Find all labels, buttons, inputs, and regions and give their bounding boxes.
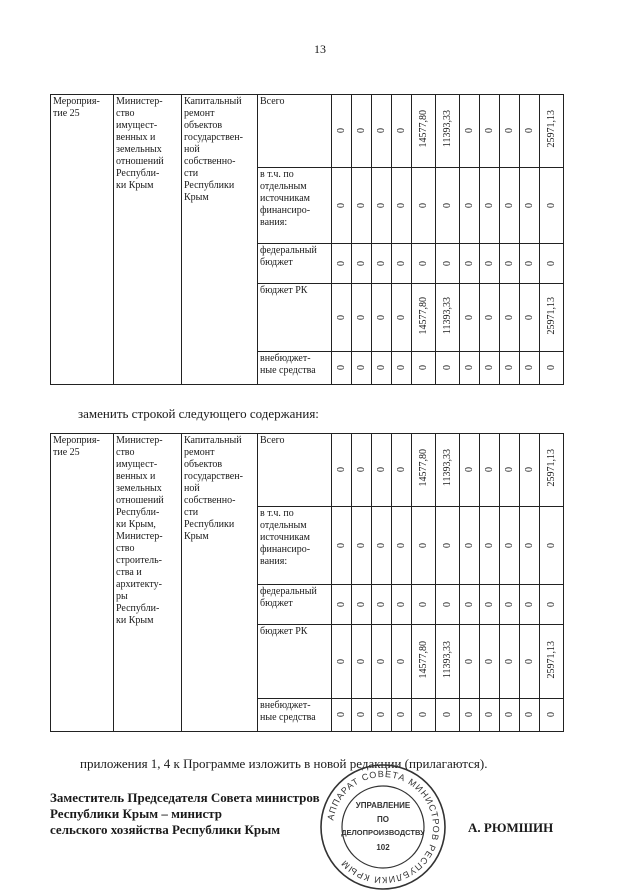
value-text: 0 <box>356 542 367 548</box>
event-cell: Мероприя- тие 25 <box>51 434 114 732</box>
value-text: 0 <box>524 658 535 664</box>
value-text: 0 <box>376 202 387 208</box>
value-text: 0 <box>484 128 495 133</box>
value-cell <box>372 284 392 352</box>
value-text: 0 <box>376 128 387 133</box>
stamp-line2: ПО <box>377 815 389 824</box>
value-text: 0 <box>396 128 407 133</box>
stamp-outer-text: АППАРАТ СОВЕТА МИНИСТРОВ РЕСПУБЛИКИ КРЫМ <box>325 768 442 886</box>
value-text: 0 <box>484 467 495 472</box>
office-stamp <box>318 762 448 892</box>
value-cell <box>540 585 564 625</box>
value-text: 25971,13 <box>546 110 557 148</box>
value-cell <box>540 699 564 732</box>
value-cell <box>480 352 500 385</box>
value-cell <box>372 168 392 244</box>
value-cell <box>352 699 372 732</box>
value-cell <box>460 434 480 507</box>
value-text: 25971,13 <box>546 640 557 679</box>
program-table-old <box>50 94 564 385</box>
value-text: 0 <box>504 542 515 548</box>
stamp-line1: УПРАВЛЕНИЕ <box>355 801 411 810</box>
value-text: 0 <box>504 601 515 607</box>
executor-cell: Министер- ство имущест- венных и земельных отношений Республи- ки Крым <box>114 95 182 385</box>
value-cell <box>412 168 436 244</box>
page-number: 13 <box>314 42 326 56</box>
value-text: 0 <box>464 601 475 607</box>
value-text: 0 <box>524 202 535 208</box>
value-cell <box>460 352 480 385</box>
value-cell <box>540 244 564 284</box>
value-text: 0 <box>464 365 475 370</box>
funding-source-label: бюджет РК <box>258 284 332 352</box>
value-cell <box>436 585 460 625</box>
value-cell <box>352 434 372 507</box>
value-cell <box>412 244 436 284</box>
value-cell <box>540 168 564 244</box>
value-text: 0 <box>418 712 429 717</box>
value-cell <box>436 352 460 385</box>
value-cell <box>412 699 436 732</box>
value-cell <box>392 699 412 732</box>
value-text: 0 <box>504 658 515 664</box>
value-text: 0 <box>524 467 535 472</box>
funding-source-label: федеральный бюджет <box>258 585 332 625</box>
value-cell <box>460 284 480 352</box>
value-text: 0 <box>442 202 453 208</box>
value-cell <box>392 284 412 352</box>
value-cell <box>436 168 460 244</box>
value-text: 0 <box>336 601 347 607</box>
value-text: 0 <box>356 365 367 370</box>
value-cell <box>460 95 480 168</box>
value-text: 0 <box>336 202 347 208</box>
value-cell <box>332 244 352 284</box>
value-text: 0 <box>418 601 429 607</box>
signatory-name: А. РЮМШИН <box>468 820 554 835</box>
value-text: 14577,80 <box>418 296 429 335</box>
value-cell <box>500 244 520 284</box>
value-text: 0 <box>524 712 535 717</box>
funding-source-label: Всего <box>258 434 332 507</box>
value-cell <box>480 625 500 699</box>
value-text: 0 <box>418 365 429 370</box>
value-text: 0 <box>464 712 475 717</box>
value-text: 0 <box>336 260 347 266</box>
table-row <box>51 434 564 507</box>
value-cell <box>352 168 372 244</box>
value-cell <box>332 352 352 385</box>
value-cell <box>372 352 392 385</box>
value-cell <box>392 95 412 168</box>
value-text: 0 <box>464 128 475 133</box>
value-text: 0 <box>356 658 367 664</box>
value-text: 0 <box>484 542 495 548</box>
value-cell <box>392 352 412 385</box>
value-text: 25971,13 <box>546 449 557 487</box>
value-text: 0 <box>418 260 429 266</box>
value-cell <box>460 168 480 244</box>
value-text: 0 <box>336 542 347 548</box>
value-cell <box>412 585 436 625</box>
value-text: 0 <box>396 712 407 717</box>
value-cell <box>460 699 480 732</box>
value-cell <box>480 699 500 732</box>
value-cell <box>520 284 540 352</box>
value-cell <box>332 284 352 352</box>
value-text: 0 <box>418 202 429 208</box>
value-cell <box>460 507 480 585</box>
value-text: 0 <box>356 202 367 208</box>
value-text: 0 <box>504 202 515 208</box>
value-cell <box>412 625 436 699</box>
value-cell <box>480 168 500 244</box>
value-text: 0 <box>376 658 387 664</box>
value-cell <box>352 625 372 699</box>
value-text: 11393,33 <box>442 110 453 148</box>
value-cell <box>332 507 352 585</box>
value-cell <box>480 585 500 625</box>
value-cell <box>480 95 500 168</box>
value-text: 0 <box>376 467 387 472</box>
value-cell <box>352 244 372 284</box>
value-cell <box>372 95 392 168</box>
value-text: 0 <box>464 542 475 548</box>
value-cell <box>540 507 564 585</box>
value-cell <box>372 699 392 732</box>
value-text: 0 <box>484 712 495 717</box>
value-text: 0 <box>504 314 515 320</box>
value-text: 0 <box>484 365 495 370</box>
funding-source-label: внебюджет- ные средства <box>258 699 332 732</box>
value-cell <box>540 95 564 168</box>
value-cell <box>500 168 520 244</box>
value-text: 0 <box>356 467 367 472</box>
value-cell <box>352 585 372 625</box>
value-text: 0 <box>484 658 495 664</box>
value-cell <box>500 507 520 585</box>
value-text: 0 <box>376 365 387 370</box>
value-cell <box>540 434 564 507</box>
value-cell <box>412 352 436 385</box>
value-cell <box>520 244 540 284</box>
value-cell <box>460 585 480 625</box>
value-text: 0 <box>418 542 429 548</box>
value-text: 0 <box>524 542 535 548</box>
value-text: 0 <box>504 712 515 717</box>
value-cell <box>520 352 540 385</box>
value-text: 0 <box>396 365 407 370</box>
value-cell <box>500 352 520 385</box>
value-text: 0 <box>356 260 367 266</box>
value-cell <box>520 507 540 585</box>
value-cell <box>372 585 392 625</box>
value-text: 0 <box>442 542 453 548</box>
value-text: 0 <box>546 712 557 717</box>
value-cell <box>480 434 500 507</box>
funding-source-label: Всего <box>258 95 332 168</box>
executor-cell: Министер- ство имущест- венных и земельных отношений Республи- ки Крым, Министер- ство строитель- ства и архитекту- ры Республи- ки Крым <box>114 434 182 732</box>
value-text: 0 <box>376 712 387 717</box>
value-cell <box>500 434 520 507</box>
value-text: 0 <box>546 365 557 370</box>
value-text: 0 <box>442 365 453 370</box>
value-cell <box>372 244 392 284</box>
value-text: 0 <box>504 260 515 266</box>
value-cell <box>332 168 352 244</box>
funding-source-label: бюджет РК <box>258 625 332 699</box>
value-cell <box>436 434 460 507</box>
value-text: 0 <box>484 202 495 208</box>
value-cell <box>500 699 520 732</box>
value-text: 0 <box>504 128 515 133</box>
value-text: 0 <box>484 260 495 266</box>
activity-name-cell: Капитальный ремонт объектов государствен- ной собственно- сти Республики Крым <box>182 95 258 385</box>
value-cell <box>412 284 436 352</box>
funding-source-label: в т.ч. по отдельным источникам финансиро- вания: <box>258 168 332 244</box>
value-text: 25971,13 <box>546 296 557 335</box>
value-cell <box>392 244 412 284</box>
value-text: 11393,33 <box>442 640 453 679</box>
value-text: 0 <box>376 601 387 607</box>
value-cell <box>436 507 460 585</box>
value-cell <box>412 95 436 168</box>
value-text: 0 <box>396 314 407 320</box>
signatory-position: Заместитель Председателя Совета министров Республики Крым – министр сельского хозяйства Республики Крым <box>50 790 320 837</box>
program-table-new <box>50 433 564 732</box>
value-text: 0 <box>504 467 515 472</box>
value-cell <box>460 244 480 284</box>
value-cell <box>480 507 500 585</box>
value-text: 0 <box>546 260 557 266</box>
value-cell <box>332 95 352 168</box>
value-text: 0 <box>546 542 557 548</box>
value-cell <box>460 625 480 699</box>
value-cell <box>520 699 540 732</box>
value-text: 0 <box>396 601 407 607</box>
value-cell <box>436 625 460 699</box>
value-text: 0 <box>336 658 347 664</box>
value-text: 0 <box>546 601 557 607</box>
value-cell <box>352 95 372 168</box>
value-text: 0 <box>464 202 475 208</box>
value-cell <box>520 585 540 625</box>
funding-source-label: в т.ч. по отдельным источникам финансиро- вания: <box>258 507 332 585</box>
value-cell <box>352 507 372 585</box>
value-cell <box>520 434 540 507</box>
value-text: 0 <box>336 128 347 133</box>
value-cell <box>412 434 436 507</box>
value-cell <box>392 585 412 625</box>
value-cell <box>352 352 372 385</box>
value-cell <box>500 95 520 168</box>
value-text: 14577,80 <box>418 640 429 679</box>
value-text: 0 <box>356 601 367 607</box>
funding-source-label: внебюджет- ные средства <box>258 352 332 385</box>
value-text: 0 <box>484 314 495 320</box>
value-text: 0 <box>396 542 407 548</box>
value-cell <box>436 699 460 732</box>
value-text: 0 <box>546 202 557 208</box>
value-cell <box>500 284 520 352</box>
value-cell <box>500 585 520 625</box>
table-row <box>51 95 564 168</box>
value-text: 0 <box>396 467 407 472</box>
value-cell <box>520 168 540 244</box>
value-cell <box>540 284 564 352</box>
replace-instruction: заменить строкой следующего содержания: <box>78 406 319 421</box>
value-text: 0 <box>524 365 535 370</box>
value-cell <box>480 244 500 284</box>
stamp-line4: 102 <box>376 843 390 852</box>
value-cell <box>332 434 352 507</box>
value-cell <box>520 625 540 699</box>
value-cell <box>392 168 412 244</box>
value-text: 0 <box>442 601 453 607</box>
value-cell <box>392 625 412 699</box>
value-text: 0 <box>376 314 387 320</box>
value-cell <box>392 507 412 585</box>
value-text: 0 <box>336 314 347 320</box>
activity-name-cell: Капитальный ремонт объектов государствен- ной собственно- сти Республики Крым <box>182 434 258 732</box>
value-text: 0 <box>464 467 475 472</box>
value-text: 0 <box>504 365 515 370</box>
value-cell <box>332 699 352 732</box>
value-text: 0 <box>356 128 367 133</box>
value-text: 0 <box>396 260 407 266</box>
value-text: 11393,33 <box>442 449 453 487</box>
value-cell <box>392 434 412 507</box>
value-cell <box>372 434 392 507</box>
value-cell <box>332 625 352 699</box>
value-text: 0 <box>464 260 475 266</box>
value-cell <box>372 507 392 585</box>
value-text: 0 <box>336 365 347 370</box>
value-cell <box>332 585 352 625</box>
value-text: 0 <box>484 601 495 607</box>
appendix-instruction: приложения 1, 4 к Программе изложить в новой редакции (прилагаются). <box>80 756 488 771</box>
event-cell: Мероприя- тие 25 <box>51 95 114 385</box>
funding-source-label: федеральный бюджет <box>258 244 332 284</box>
value-text: 0 <box>376 542 387 548</box>
value-text: 0 <box>464 314 475 320</box>
value-text: 0 <box>376 260 387 266</box>
value-text: 0 <box>442 712 453 717</box>
value-text: 14577,80 <box>418 449 429 487</box>
value-text: 0 <box>336 467 347 472</box>
value-text: 0 <box>356 314 367 320</box>
value-text: 0 <box>524 314 535 320</box>
value-cell <box>500 625 520 699</box>
value-text: 0 <box>442 260 453 266</box>
value-cell <box>436 95 460 168</box>
value-cell <box>352 284 372 352</box>
value-text: 0 <box>396 658 407 664</box>
value-text: 0 <box>356 712 367 717</box>
value-cell <box>372 625 392 699</box>
value-cell <box>412 507 436 585</box>
value-text: 0 <box>396 202 407 208</box>
value-text: 0 <box>524 601 535 607</box>
value-text: 0 <box>336 712 347 717</box>
value-cell <box>520 95 540 168</box>
value-text: 0 <box>464 658 475 664</box>
value-text: 11393,33 <box>442 296 453 335</box>
value-text: 14577,80 <box>418 110 429 148</box>
value-cell <box>436 244 460 284</box>
stamp-line3: ДЕЛОПРОИЗВОДСТВУ <box>341 828 425 837</box>
value-cell <box>540 625 564 699</box>
value-text: 0 <box>524 260 535 266</box>
value-cell <box>436 284 460 352</box>
value-cell <box>480 284 500 352</box>
value-text: 0 <box>524 128 535 133</box>
value-cell <box>540 352 564 385</box>
